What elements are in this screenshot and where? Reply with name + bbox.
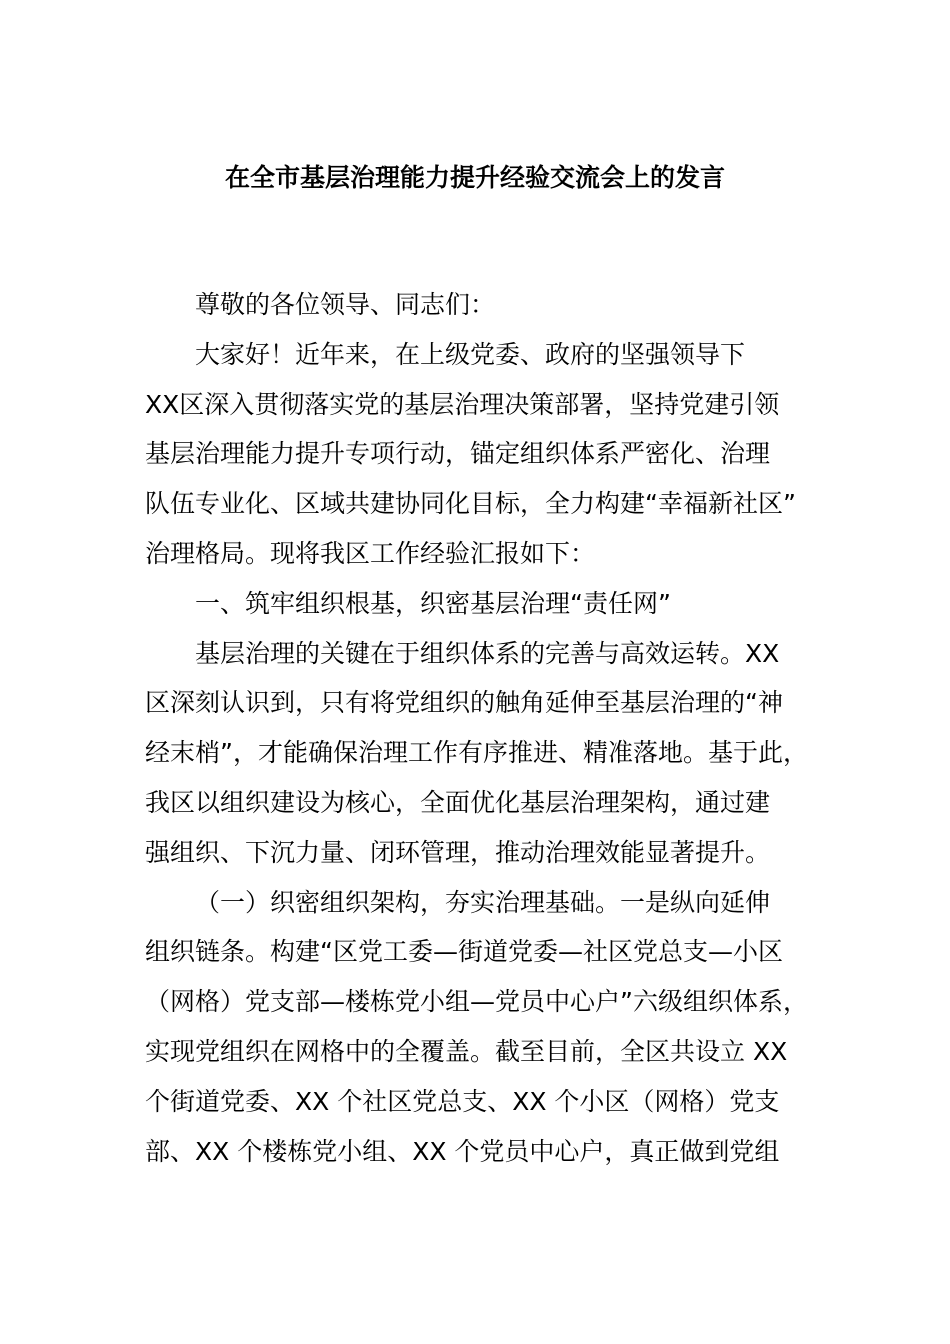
body-text-line: 部、XX 个楼栋党小组、XX 个党员中心户，真正做到党组 bbox=[145, 1136, 780, 1166]
document-title: 在全市基层治理能力提升经验交流会上的发言 bbox=[224, 163, 725, 192]
body-text-line: XX区深入贯彻落实党的基层治理决策部署，坚持党建引领 bbox=[145, 389, 780, 419]
body-text-line: 尊敬的各位领导、同志们： bbox=[195, 290, 496, 319]
body-text-line: 大家好！近年来，在上级党委、政府的坚强领导下 bbox=[195, 339, 746, 369]
body-text-line: 经末梢”，才能确保治理工作有序推进、精准落地。基于此， bbox=[145, 738, 808, 768]
body-text-line: 个街道党委、XX 个社区党总支、XX 个小区（网格）党支 bbox=[145, 1086, 780, 1116]
body-text-line: 实现党组织在网格中的全覆盖。截至目前，全区共设立 XX bbox=[145, 1036, 788, 1066]
body-text-line: 组织链条。构建“区党工委—街道党委—社区党总支—小区 bbox=[145, 937, 783, 967]
body-text-line: 我区以组织建设为核心，全面优化基层治理架构，通过建 bbox=[145, 787, 771, 817]
document-body bbox=[145, 280, 835, 1176]
body-text-line: （一）织密组织架构，夯实治理基础。一是纵向延伸 bbox=[195, 887, 771, 917]
body-text-line: （网格）党支部—楼栋党小组—党员中心户”六级组织体系， bbox=[145, 987, 808, 1017]
body-text-line: 治理格局。现将我区工作经验汇报如下： bbox=[145, 538, 596, 568]
body-text-line: 一、筑牢组织根基，织密基层治理“责任网” bbox=[195, 588, 671, 618]
body-text-line: 基层治理能力提升专项行动，锚定组织体系严密化、治理 bbox=[145, 439, 771, 469]
body-text-line: 队伍专业化、区域共建协同化目标，全力构建“幸福新社区” bbox=[145, 489, 796, 519]
body-text-line: 强组织、下沉力量、闭环管理，推动治理效能显著提升。 bbox=[145, 837, 771, 867]
body-text-line: 基层治理的关键在于组织体系的完善与高效运转。XX bbox=[195, 638, 780, 668]
body-text-line: 区深刻认识到，只有将党组织的触角延伸至基层治理的“神 bbox=[145, 688, 783, 718]
